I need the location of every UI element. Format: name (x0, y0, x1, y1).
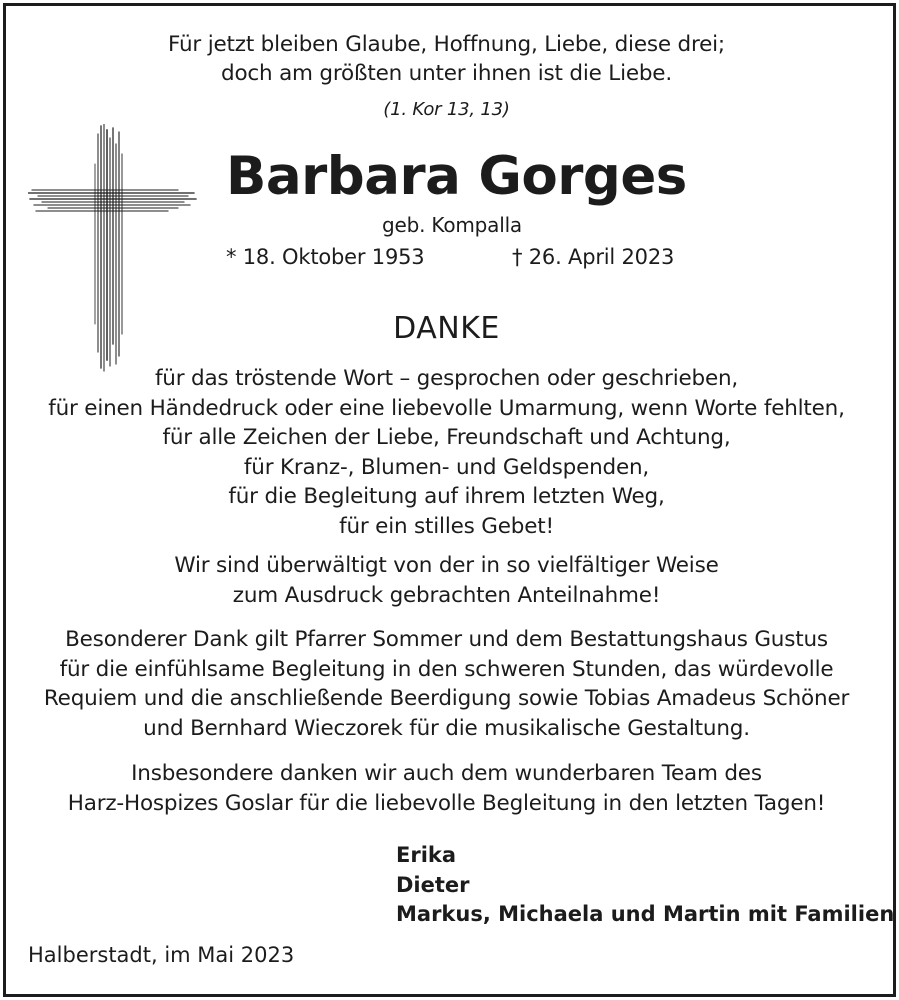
quote-reference: (1. Kor 13, 13) (383, 99, 510, 120)
quote-line: doch am größten unter ihnen ist die Liebe. (221, 61, 672, 86)
paragraph-line: und Bernhard Wieczorek für die musikalische Gestaltung. (143, 715, 750, 741)
signer-name: Markus, Michaela und Martin mit Familien (396, 902, 895, 927)
quote-line: Für jetzt bleiben Glaube, Hoffnung, Liebe, diese drei; (168, 32, 725, 57)
paragraph-line: Besonderer Dank gilt Pfarrer Sommer und dem Bestattungshaus Gustus (65, 627, 828, 652)
signer-name: Dieter (396, 872, 470, 897)
paragraph-line: Wir sind überwältigt von der in so vielfältiger Weise (174, 553, 719, 578)
place-date: Halberstadt, im Mai 2023 (28, 943, 295, 967)
signers (396, 841, 894, 930)
deceased-name: Barbara Gorges (226, 146, 687, 207)
paragraph-line: zum Ausdruck gebrachten Anteilnahme! (232, 582, 661, 608)
thanks-line: für alle Zeichen der Liebe, Freundschaft und Achtung, (162, 425, 731, 451)
thanks-line: für die Begleitung auf ihrem letzten Weg, (228, 484, 665, 510)
death-date: † 26. April 2023 (512, 245, 675, 269)
paragraph-hospice (0, 759, 893, 818)
signer-name: Erika (396, 843, 457, 867)
thanks-line: für das tröstende Wort – gesprochen oder geschrieben, (154, 366, 739, 391)
danke-heading: DANKE (393, 311, 500, 346)
bible-quote (0, 30, 893, 88)
paragraph-line: Insbesondere danken wir auch dem wunderbaren Team des (131, 761, 762, 786)
thanks-line: für ein stilles Gebet! (339, 513, 554, 539)
thanks-line: für Kranz-, Blumen- und Geldspenden, (243, 454, 650, 480)
paragraph-sympathy (0, 551, 893, 610)
thanks-list (0, 364, 893, 542)
birth-name: geb. Kompalla (382, 213, 522, 237)
paragraph-line: Requiem und die anschließende Beerdigung sowie Tobias Amadeus Schöner (43, 686, 850, 712)
paragraph-line: für die einfühlsame Begleitung in den schweren Stunden, das würdevolle (59, 656, 834, 682)
birth-date: * 18. Oktober 1953 (226, 245, 425, 269)
paragraph-special-thanks (0, 625, 893, 743)
thanks-line: für einen Händedruck oder eine liebevolle Umarmung, wenn Worte fehlten, (48, 395, 845, 421)
paragraph-line: Harz-Hospizes Goslar für die liebevolle Begleitung in den letzten Tagen! (67, 790, 826, 816)
